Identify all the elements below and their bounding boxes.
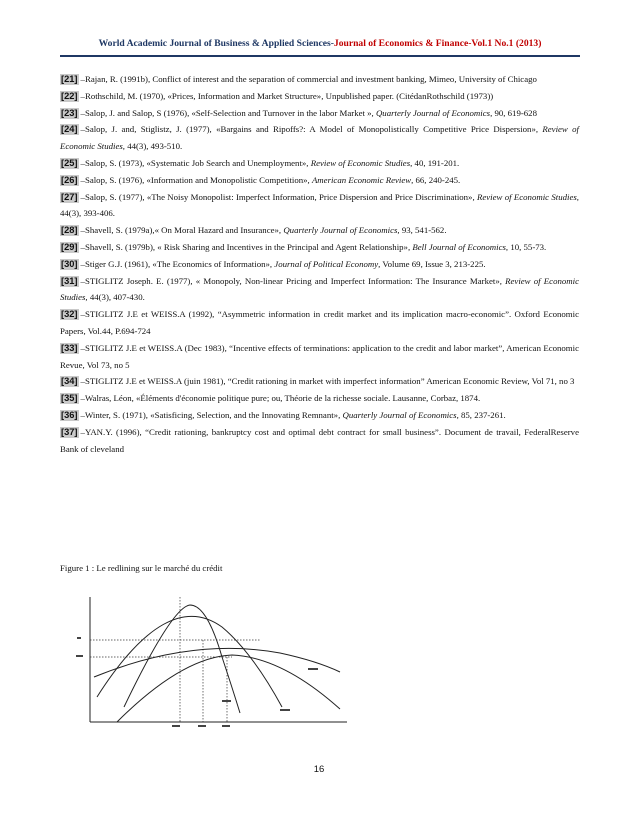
reference-entry [60, 390, 579, 407]
reference-number: [34] [61, 376, 78, 387]
reference-number: [25] [61, 157, 78, 168]
reference-number: [31] [61, 275, 78, 286]
reference-text: –Rajan, R. (1991b), Conflict of interest and the separation of commercial and investment banking, Mimeo, University of Chicago [80, 74, 537, 84]
running-header [60, 38, 580, 49]
reference-entry [60, 121, 579, 155]
reference-entry [60, 105, 579, 122]
reference-text: –Salop, J. and, Stiglistz, J. (1977), «Bargains and Ripoffs?: A Model of Monopolistically Competitive Price Dispersion», [80, 124, 543, 135]
reference-number: [23] [61, 107, 78, 118]
reference-text: –Salop, S. (1977), «The Noisy Monopolist: Imperfect Information, Price Dispersion and Price Discrimination», [80, 191, 477, 202]
reference-entry [60, 407, 579, 424]
reference-entry [60, 155, 579, 172]
curve-rising-declining [117, 655, 340, 722]
reference-text: , 85, 237-261. [456, 409, 506, 420]
figure-caption: Figure 1 : Le redlining sur le marché du crédit [60, 563, 223, 573]
x-tick-mark-3 [222, 725, 230, 727]
reference-text: , 66, 240-245. [411, 174, 461, 185]
reference-source: Quarterly Journal of Economics [283, 225, 398, 236]
reference-entry [60, 424, 579, 458]
reference-text: , 44(3), 393-406. [60, 191, 579, 219]
reference-entry [60, 256, 579, 273]
reference-number: [27] [61, 191, 78, 202]
reference-number: [30] [61, 258, 78, 269]
reference-entry [60, 222, 579, 239]
reference-entry [60, 273, 579, 307]
reference-entry [60, 340, 579, 374]
reference-source: Review of Economic Studies [310, 157, 411, 168]
reference-text: –Shavell, S. (1979a),« On Moral Hazard and Insurance», [80, 225, 284, 236]
reference-source: Bell Journal of Economics [412, 241, 506, 252]
reference-number: [36] [61, 409, 78, 420]
reference-entry [60, 88, 579, 105]
reference-source: Journal of Political Economy [274, 258, 379, 269]
reference-text: –Walras, Léon, «Éléments d'économie politique pure; ou, Théorie de la richesse sociale. Lausanne, Corbaz, 1874. [80, 393, 481, 404]
reference-text: –STIGLITZ J.E et WEISS.A (1992), “Asymmetric information in credit market and its implication macro-economic”. Oxford Economic Papers, Vol.44, P.694-724 [60, 309, 579, 336]
reference-text: –Stiger G.J. (1961), «The Economics of Information», [80, 258, 275, 269]
reference-text: –YAN.Y. (1996), “Credit rationing, bankruptcy cost and optimal debt contract for small business”. Document de travail, FederalReserve Bank of cleveland [60, 426, 579, 454]
reference-source: American Economic Review [311, 174, 412, 185]
reference-text: , Volume 69, Issue 3, 213-225. [378, 258, 486, 269]
reference-number: [24] [61, 124, 78, 135]
x-tick-mark-1 [172, 725, 180, 727]
reference-text: , 90, 619-628 [490, 107, 537, 118]
reference-text: –Shavell, S. (1979b), « Risk Sharing and Incentives in the Principal and Agent Relationship», [80, 241, 413, 252]
x-tick-mark-2 [198, 725, 206, 727]
reference-text: –Winter, S. (1971), «Satisficing, Selection, and the Innovating Remnant», [80, 409, 343, 420]
reference-source: Review of Economic Studies [476, 191, 577, 202]
redlining-figure [72, 597, 352, 747]
reference-text: –Salop, S. (1973), «Systematic Job Search and Unemployment», [80, 157, 311, 168]
header-journal: Journal of Economics & Finance-Vol.1 No.1 (2013) [333, 38, 542, 49]
reference-text: , 10, 55-73. [505, 241, 547, 252]
header-left: World Academic Journal of Business & Applied Sciences- [98, 38, 334, 49]
curve-mark-middle [222, 700, 231, 702]
reference-entry [60, 71, 579, 88]
reference-number: [22] [61, 90, 78, 101]
y-tick-mark-lower [76, 655, 83, 657]
reference-text: –STIGLITZ J.E et WEISS.A (juin 1981), “Credit rationing in market with imperfect information” American Economic Review, Vol 71, no 3 [80, 376, 575, 387]
reference-source: Review of Economic Studies [60, 275, 579, 303]
curve-mark-lower-right [280, 709, 290, 711]
reference-number: [28] [61, 225, 78, 236]
reference-source: Quarterly Journal of Economics [342, 409, 457, 420]
reference-source: Review of Economic Studies [60, 124, 579, 152]
reference-text: –Salop, S. (1976), «Information and Monopolistic Competition», [80, 174, 312, 185]
reference-number: [21] [61, 74, 78, 84]
curve-peaked [124, 605, 240, 713]
reference-text: , 44(3), 407-430. [85, 292, 145, 303]
reference-entry [60, 373, 579, 390]
curve-wide-hump [97, 616, 282, 707]
reference-text: –STIGLITZ J.E et WEISS.A (Dec 1983), “Incentive effects of terminations: application to the credit and labor market”, American Economic Revue, Vol 73, no 5 [60, 342, 579, 370]
y-tick-mark-upper [77, 637, 81, 639]
curve-concave-long [94, 648, 340, 677]
reference-list [60, 71, 579, 457]
curve-mark-right [308, 668, 318, 670]
reference-number: [33] [61, 342, 78, 353]
reference-text: –STIGLITZ Joseph. E. (1977), « Monopoly, Non-linear Pricing and Imperfect Information: The Insurance Market», [80, 275, 506, 286]
reference-text: –Rothschild, M. (1970), «Prices, Information and Market Structure», Unpublished paper. (CitédanRothschild (1973)) [80, 90, 494, 101]
reference-entry [60, 306, 579, 340]
reference-entry [60, 239, 579, 256]
reference-text: –Salop, J. and Salop, S (1976), «Self-Selection and Turnover in the labor Market », [80, 107, 376, 118]
reference-text: , 93, 541-562. [397, 225, 447, 236]
reference-number: [35] [61, 393, 78, 404]
reference-text: , 44(3), 493-510. [122, 141, 183, 152]
reference-text: , 40, 191-201. [410, 157, 460, 168]
reference-entry [60, 189, 579, 223]
reference-source: Quarterly Journal of Economics [375, 107, 491, 118]
reference-number: [32] [61, 309, 78, 320]
reference-number: [37] [61, 426, 78, 437]
page-number: 16 [313, 764, 325, 775]
reference-entry [60, 172, 579, 189]
reference-number: [26] [61, 174, 78, 185]
reference-number: [29] [61, 241, 78, 252]
header-rule [60, 55, 580, 57]
